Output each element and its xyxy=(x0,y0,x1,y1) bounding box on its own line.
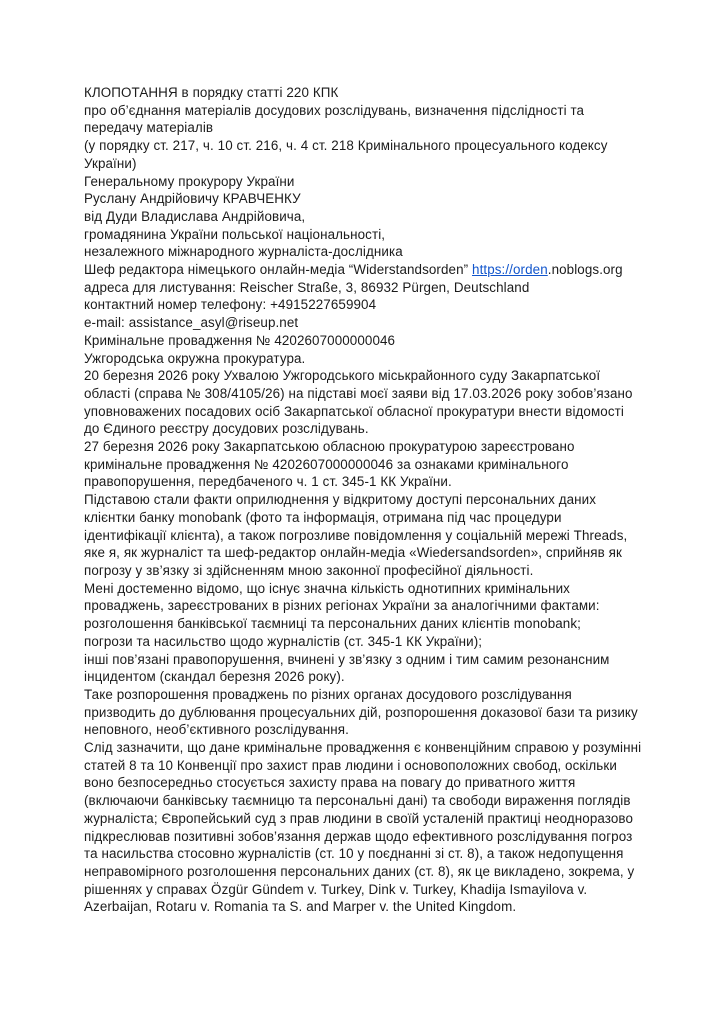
text-line: та насильства стосовно журналістів (ст. 10 у поєднанні зі ст. 8), а також недопущення xyxy=(84,846,624,862)
text-line: клієнтки банку monobank (фото та інформація, отримана під час процедури xyxy=(84,509,562,525)
text-line: журналіста; Європейський суд з прав людини в своїй усталеній практиці неодноразово xyxy=(84,810,634,826)
text-span: .noblogs.org xyxy=(547,262,623,278)
text-line: погрози та насильство щодо журналістів (ст. 345-1 КК України); xyxy=(84,633,483,649)
text-line: e-mail: assistance_asyl@riseup.net xyxy=(84,315,299,331)
text-line: Кримінальне провадження № 4202607000000046 xyxy=(84,332,396,348)
text-line: адреса для листування: Reischer Straße, 3, 86932 Pürgen, Deutschland xyxy=(84,279,530,295)
text-line: Таке розпорошення проваджень по різних органах досудового розслідування xyxy=(84,686,572,702)
text-line: незалежного міжнародного журналіста-дослідника xyxy=(84,244,403,260)
text-line: уповноважених посадових осіб Закарпатської обласної прокуратури внести відомості xyxy=(84,403,624,419)
text-line: правопорушення, передбаченого ч. 1 ст. 345-1 КК України. xyxy=(84,474,452,490)
text-line: ідентифікації клієнта), а також погрозливе повідомлення у соціальній мережі Threads, xyxy=(84,527,628,543)
text-line: кримінальне провадження № 4202607000000046 за ознаками кримінального xyxy=(84,456,569,472)
text-line: неповного, необ’єктивного розслідування. xyxy=(84,722,349,738)
text-line: від Дуди Владислава Андрійовича, xyxy=(84,208,306,224)
text-line: області (справа № 308/4105/26) на підставі моєї заяви від 17.03.2026 року зобов’язано xyxy=(84,385,633,401)
text-line: (включаючи банківську таємницю та персональні дані) та свободи вираження поглядів xyxy=(84,793,631,809)
text-line: воно безпосередньо стосується захисту права на повагу до приватного життя xyxy=(84,775,576,791)
text-line: КЛОПОТАННЯ в порядку статті 220 КПК xyxy=(84,85,339,100)
text-line: розголошення банківської таємниці та персональних даних клієнтів monobank; xyxy=(84,616,581,632)
text-line: до Єдиного реєстру досудових розслідувань. xyxy=(84,421,369,437)
text-line: України) xyxy=(84,155,137,171)
text-line: інцидентом (скандал березня 2026 року). xyxy=(84,669,345,685)
text-line: контактний номер телефону: +4915227659904 xyxy=(84,297,377,313)
text-span: Шеф редактора німецького онлайн-медіа “Widerstandsorden” xyxy=(84,262,473,278)
text-line: Підставою стали факти оприлюднення у відкритому доступі персональних даних xyxy=(84,492,597,508)
text-line: яке я, як журналіст та шеф-редактор онлайн-медіа «Wiedersandsorden», сприйняв як xyxy=(84,545,622,561)
text-line: Ужгородська окружна прокуратура. xyxy=(84,350,306,366)
text-line: Слід зазначити, що дане кримінальне провадження є конвенційним справою у розумінні xyxy=(84,740,642,756)
text-line: Генеральному прокурору України xyxy=(84,173,295,189)
text-line: неправомірного розголошення персональних даних (ст. 8), як це викладено, зокрема, у xyxy=(84,863,635,879)
text-line: передачу матеріалів xyxy=(84,120,214,136)
text-line: рішеннях у справах Özgür Gündem v. Turkey, Dink v. Turkey, Khadija Ismayilova v. xyxy=(84,881,588,897)
text-line: Azerbaijan, Rotaru v. Romania та S. and Marper v. the United Kingdom. xyxy=(84,899,517,915)
text-line: Мені достеменно відомо, що існує значна кількість однотипних кримінальних xyxy=(84,580,570,596)
orden-hyperlink[interactable]: https://orden xyxy=(472,262,548,278)
text-line: Руслану Андрійовичу КРАВЧЕНКУ xyxy=(84,191,301,207)
document-text-block xyxy=(84,84,669,916)
text-line: інші пов’язані правопорушення, вчинені у зв’язку з одним і тим самим резонансним xyxy=(84,651,610,667)
text-line: 27 березня 2026 року Закарпатською обласною прокуратурою зареєстровано xyxy=(84,439,575,455)
text-line: 20 березня 2026 року Ухвалою Ужгородського міськрайонного суду Закарпатської xyxy=(84,368,601,384)
text-line: підкреслював позитивні зобов’язання держав щодо ефективного розслідування погроз xyxy=(84,828,633,844)
text-line: (у порядку ст. 217, ч. 10 ст. 216, ч. 4 ст. 218 Кримінального процесуального кодексу xyxy=(84,138,608,154)
text-line: погрозу у зв’язку зі здійсненням мною законної професійної діяльності. xyxy=(84,562,534,578)
text-line: про об’єднання матеріалів досудових розслідувань, визначення підслідності та xyxy=(84,102,585,118)
text-line: громадянина України польської національності, xyxy=(84,226,386,242)
text-line: призводить до дублювання процесуальних дій, розпорошення доказової бази та ризику xyxy=(84,704,638,720)
text-line: проваджень, зареєстрованих в різних регіонах України за аналогічними фактами: xyxy=(84,598,600,614)
text-line xyxy=(84,261,669,279)
text-line: статей 8 та 10 Конвенції про захист прав людини і основоположних свобод, оскільки xyxy=(84,757,617,773)
